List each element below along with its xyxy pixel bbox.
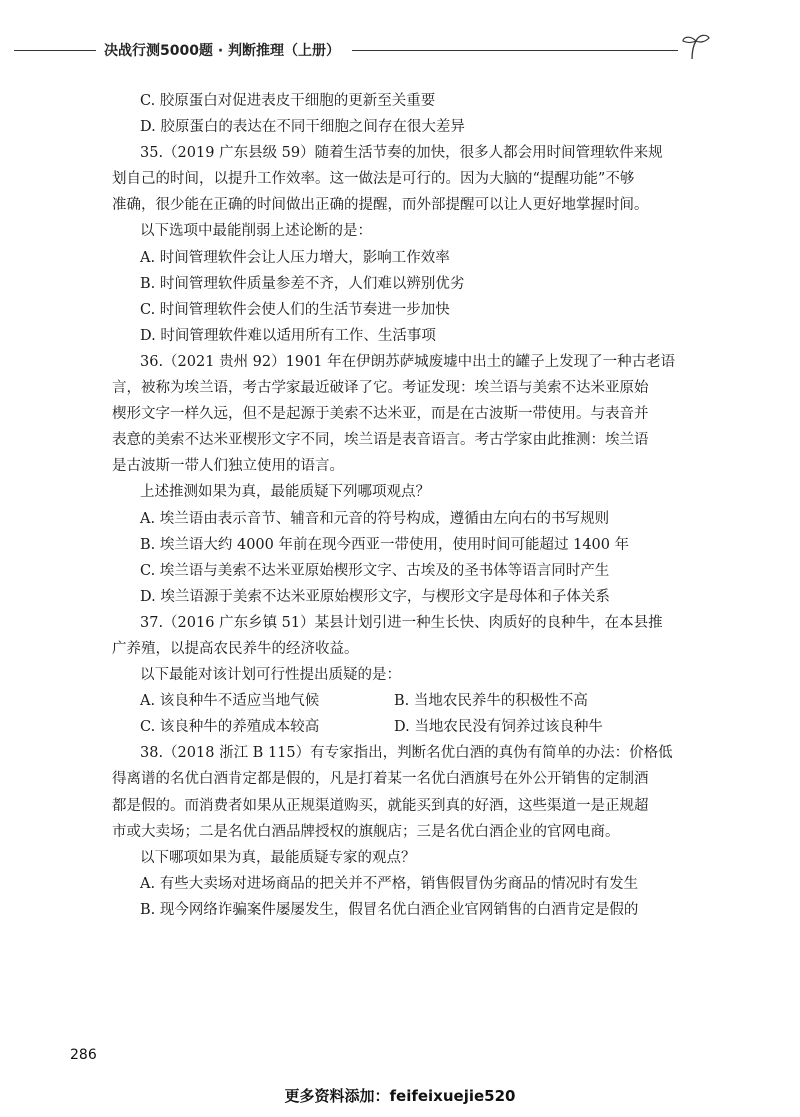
book-title: 决战行测5000题 · 判断推理（上册） (104, 43, 341, 59)
question-36-stem: 楔形文字一样久远，但不是起源于美索不达米亚，而是在古波斯一带使用。与表音并 (112, 406, 649, 423)
question-37-prompt: 以下最能对该计划可行性提出质疑的是： (140, 667, 401, 684)
question-35-stem: 35.（2019 广东县级 59）随着生活节奏的加快，很多人都会用时间管理软件来规 (140, 145, 663, 162)
option-a-q38: A. 有些大卖场对进场商品的把关并不严格，销售假冒伪劣商品的情况时有发生 (140, 875, 639, 892)
question-37-stem: 37.（2016 广东乡镇 51）某县计划引进一种生长快、肉质好的良种牛，在本县推 (140, 614, 663, 631)
option-a-q37: A. 该良种牛不适应当地气候 (140, 693, 320, 710)
page-number: 286 (70, 1047, 97, 1063)
question-36-stem: 是古波斯一带人们独立使用的语言。 (112, 458, 344, 475)
question-38-stem: 市或大卖场；二是名优白酒品牌授权的旗舰店；三是名优白酒企业的官网电商。 (112, 823, 620, 840)
option-d-q37: D. 当地农民没有饲养过该良种牛 (394, 719, 603, 736)
running-header (0, 30, 800, 62)
question-36-prompt: 上述推测如果为真，最能质疑下列哪项观点？ (140, 484, 430, 501)
options-row-q37 (112, 688, 682, 714)
question-36-stem: 表意的美索不达米亚楔形文字不同，埃兰语是表音语言。考古学家由此推测：埃兰语 (112, 432, 649, 449)
option-b-q35: B. 时间管理软件质量参差不齐，人们难以辨别优劣 (140, 275, 465, 292)
question-35-prompt: 以下选项中最能削弱上述论断的是： (140, 223, 372, 240)
option-c-q36: C. 埃兰语与美索不达米亚原始楔形文字、古埃及的圣书体等语言同时产生 (140, 562, 610, 579)
footer-note: 更多资料添加：feifeixuejie520 (284, 1087, 516, 1105)
question-38-stem: 38.（2018 浙江 B 115）有专家指出，判断名优白酒的真伪有简单的办法：价格低 (140, 745, 673, 762)
question-37-stem: 广养殖，以提高农民养牛的经济收益。 (112, 640, 359, 657)
page-body (112, 88, 682, 923)
sprout-icon (678, 32, 714, 60)
option-c-q34: C. 胶原蛋白对促进表皮干细胞的更新至关重要 (140, 93, 436, 109)
header-rule-right (352, 50, 678, 51)
question-38-stem: 都是假的。而消费者如果从正规渠道购买，就能买到真的好酒，这些渠道一是正规超 (112, 797, 649, 814)
question-36-stem: 36.（2021 贵州 92）1901 年在伊朗苏萨城废墟中出土的罐子上发现了一种古老语 (140, 353, 676, 370)
option-a-q35: A. 时间管理软件会让人压力增大，影响工作效率 (140, 249, 450, 266)
question-38-prompt: 以下哪项如果为真，最能质疑专家的观点？ (140, 849, 416, 866)
option-b-q38: B. 现今网络诈骗案件屡屡发生，假冒名优白酒企业官网销售的白酒肯定是假的 (140, 901, 639, 918)
header-rule-left (14, 50, 96, 51)
option-a-q36: A. 埃兰语由表示音节、辅音和元音的符号构成，遵循由左向右的书写规则 (140, 510, 610, 527)
question-35-stem: 准确，很少能在正确的时间做出正确的提醒，而外部提醒可以让人更好地掌握时间。 (112, 197, 649, 214)
question-36-stem: 言，被称为埃兰语，考古学家最近破译了它。考证发现：埃兰语与美索不达米亚原始 (112, 380, 649, 397)
option-c-q35: C. 时间管理软件会使人们的生活节奏进一步加快 (140, 301, 450, 318)
option-d-q36: D. 埃兰语源于美索不达米亚原始楔形文字，与楔形文字是母体和子体关系 (140, 588, 610, 605)
option-d-q35: D. 时间管理软件难以适用所有工作、生活事项 (140, 327, 436, 344)
option-b-q36: B. 埃兰语大约 4000 年前在现今西亚一带使用，使用时间可能超过 1400 年 (140, 536, 630, 553)
option-c-q37: C. 该良种牛的养殖成本较高 (140, 719, 320, 736)
option-b-q37: B. 当地农民养牛的积极性不高 (394, 693, 588, 710)
option-d-q34: D. 胶原蛋白的表达在不同干细胞之间存在很大差异 (140, 119, 465, 136)
question-35-stem: 划自己的时间，以提升工作效率。这一做法是可行的。因为大脑的“提醒功能”不够 (112, 171, 635, 188)
question-38-stem: 得离谱的名优白酒肯定都是假的，凡是打着某一名优白酒旗号在外公开销售的定制酒 (112, 771, 649, 788)
options-row-q37 (112, 714, 682, 740)
